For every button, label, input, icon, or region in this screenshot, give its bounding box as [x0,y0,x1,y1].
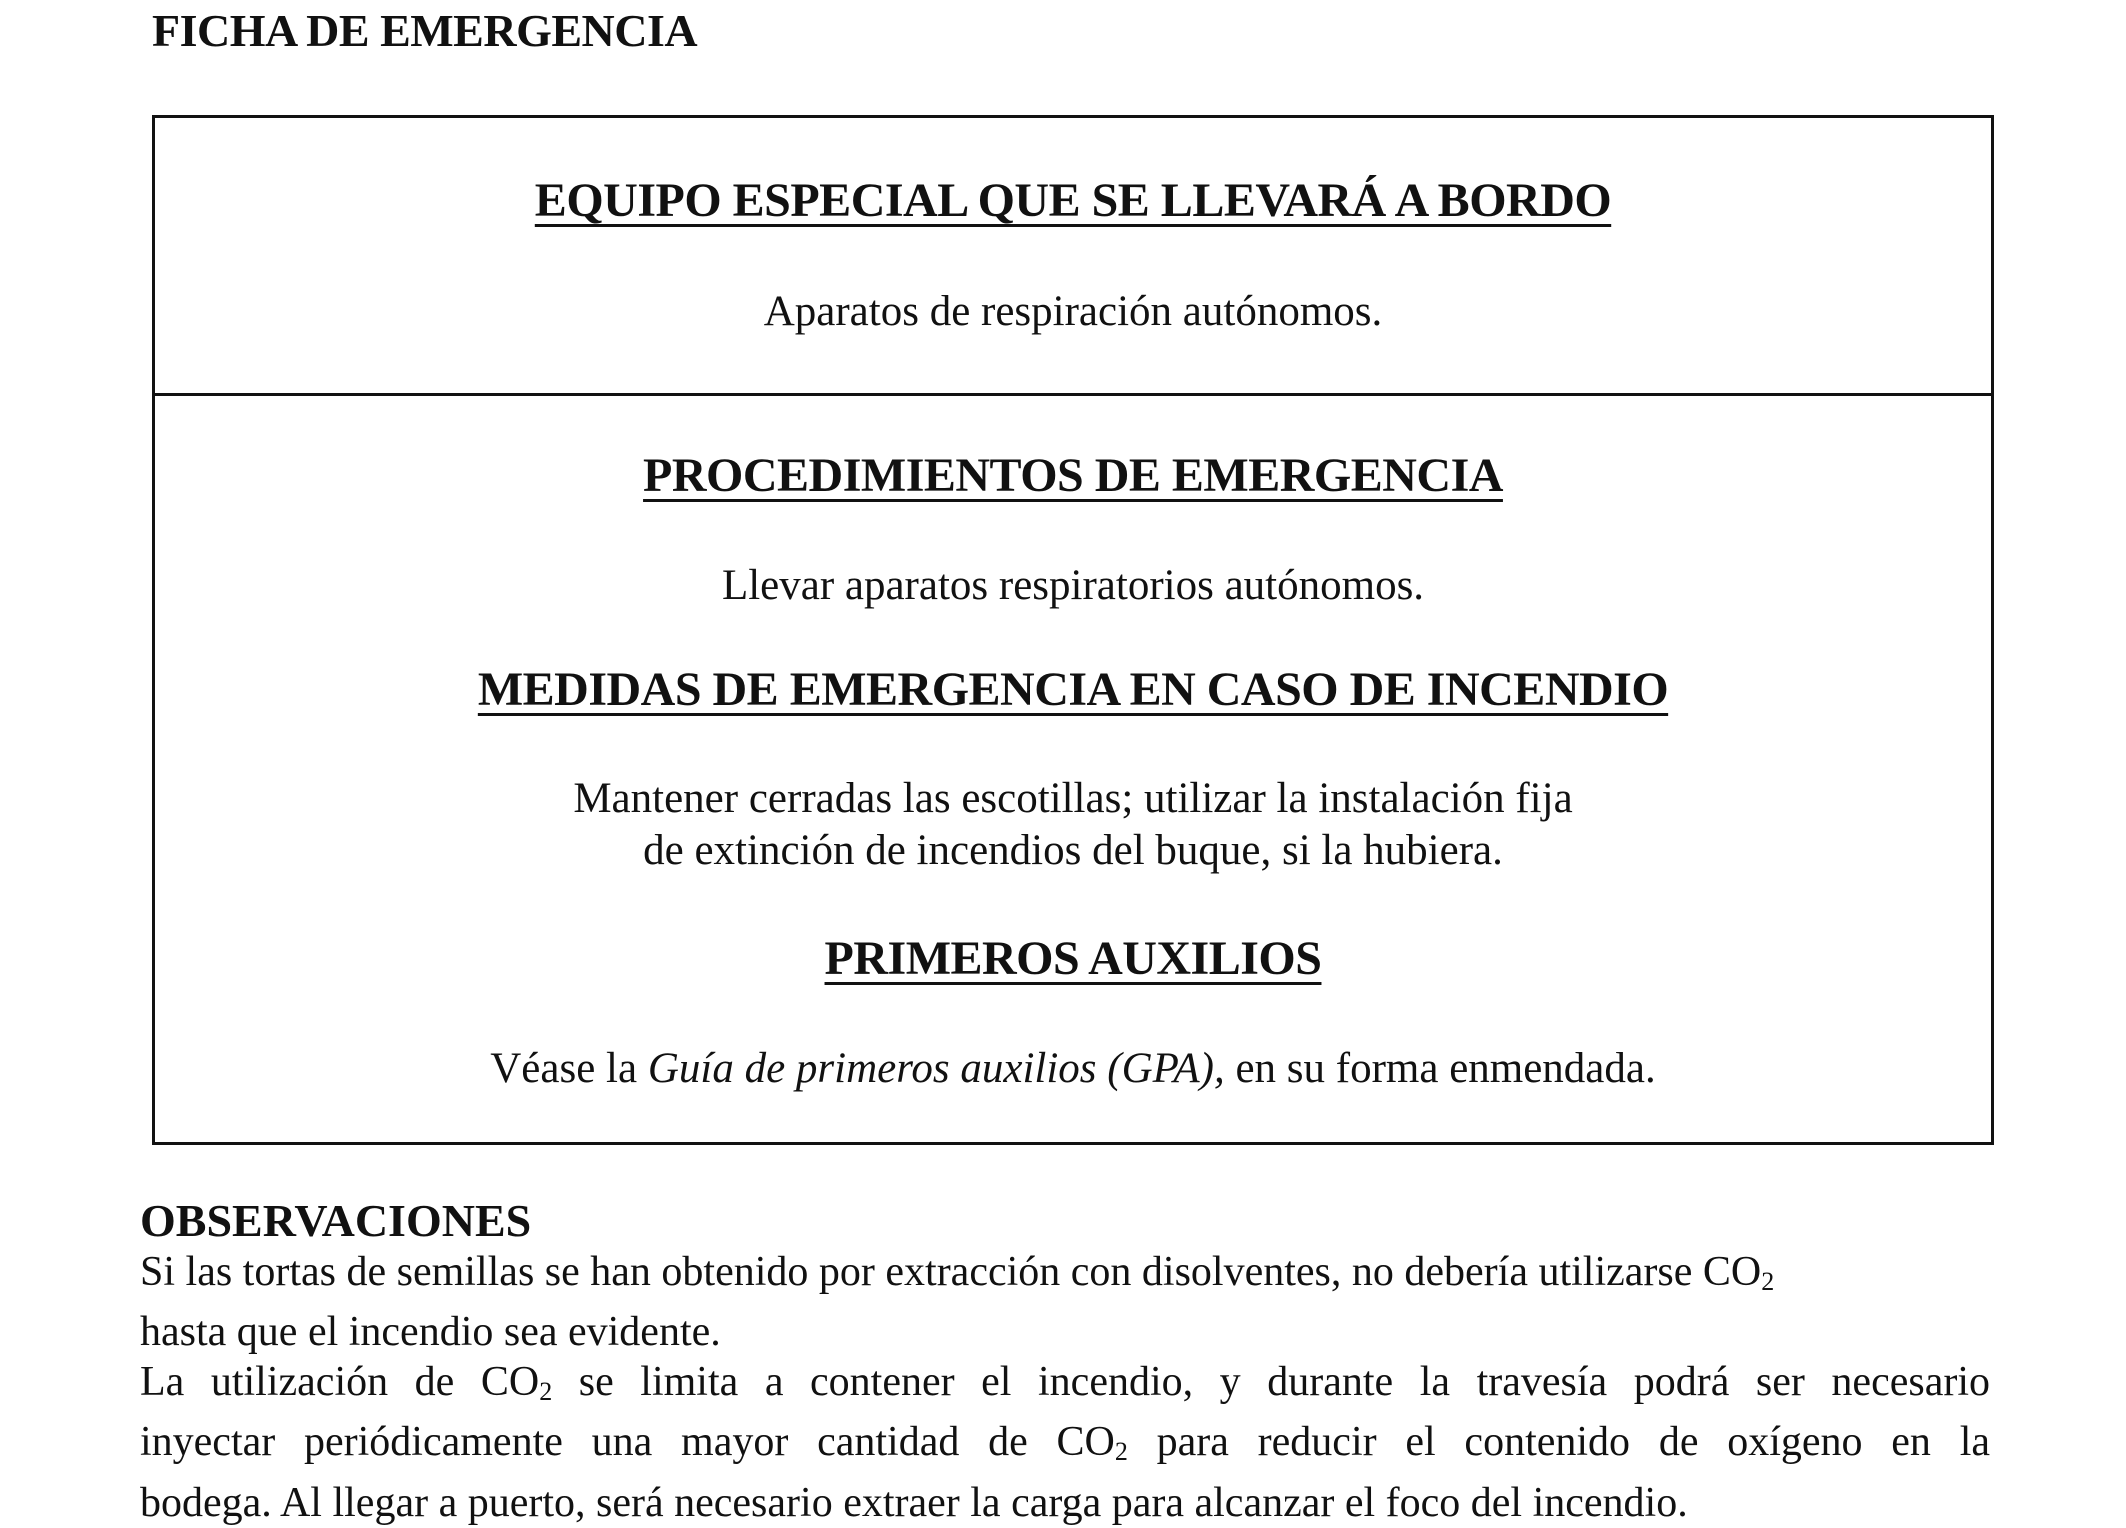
emergency-info-box [152,115,1994,1145]
procedures-text: Llevar aparatos respiratorios autónomos. [721,562,1425,609]
observations-p2-line3: bodega. Al llegar a puerto, será necesario extraer la carga para alcanzar el foco del incendio. [140,1479,1688,1526]
fire-measures-text-line1: Mantener cerradas las escotillas; utilizar la instalación fija [573,775,1573,822]
observations-paragraph-1 [140,1247,1990,1357]
procedures-heading: PROCEDIMIENTOS DE EMERGENCIA [643,449,1503,502]
observations-heading: OBSERVACIONES [140,1195,532,1246]
fire-measures-text-line2: de extinción de incendios del buque, si la hubiera. [643,827,1503,874]
observations-p1-line2: hasta que el incendio sea evidente. [140,1309,721,1356]
equipment-text: Aparatos de respiración autónomos. [763,288,1383,335]
first-aid-guide-title: Guía de primeros auxilios (GPA), [647,1045,1225,1092]
fire-measures-heading: MEDIDAS DE EMERGENCIA EN CASO DE INCENDIO [477,663,1669,716]
first-aid-text-before: Véase la [490,1045,648,1092]
observations-p2-line2: inyectar periódicamente una mayor cantidad de $CO_2$ para reducir el contenido de oxígeno en la [140,1419,1991,1467]
section-divider [155,393,1991,396]
observations-p1-line1: Si las tortas de semillas se han obtenido por extracción con disolventes, no debería utilizarse $CO_2$ [140,1249,1775,1297]
observations-section [140,1195,1990,1528]
observations-p2-line1: La utilización de $CO_2$ se limita a contener el incendio, y durante la travesía podrá ser necesario [140,1359,1990,1407]
first-aid-text-after: en su forma enmendada. [1224,1045,1656,1092]
first-aid-heading: PRIMEROS AUXILIOS [824,932,1322,985]
observations-paragraph-2 [140,1357,1990,1527]
equipment-heading: EQUIPO ESPECIAL QUE SE LLEVARÁ A BORDO [534,174,1612,227]
first-aid-text [155,1043,1991,1095]
page-title: FICHA DE EMERGENCIA [152,5,698,56]
